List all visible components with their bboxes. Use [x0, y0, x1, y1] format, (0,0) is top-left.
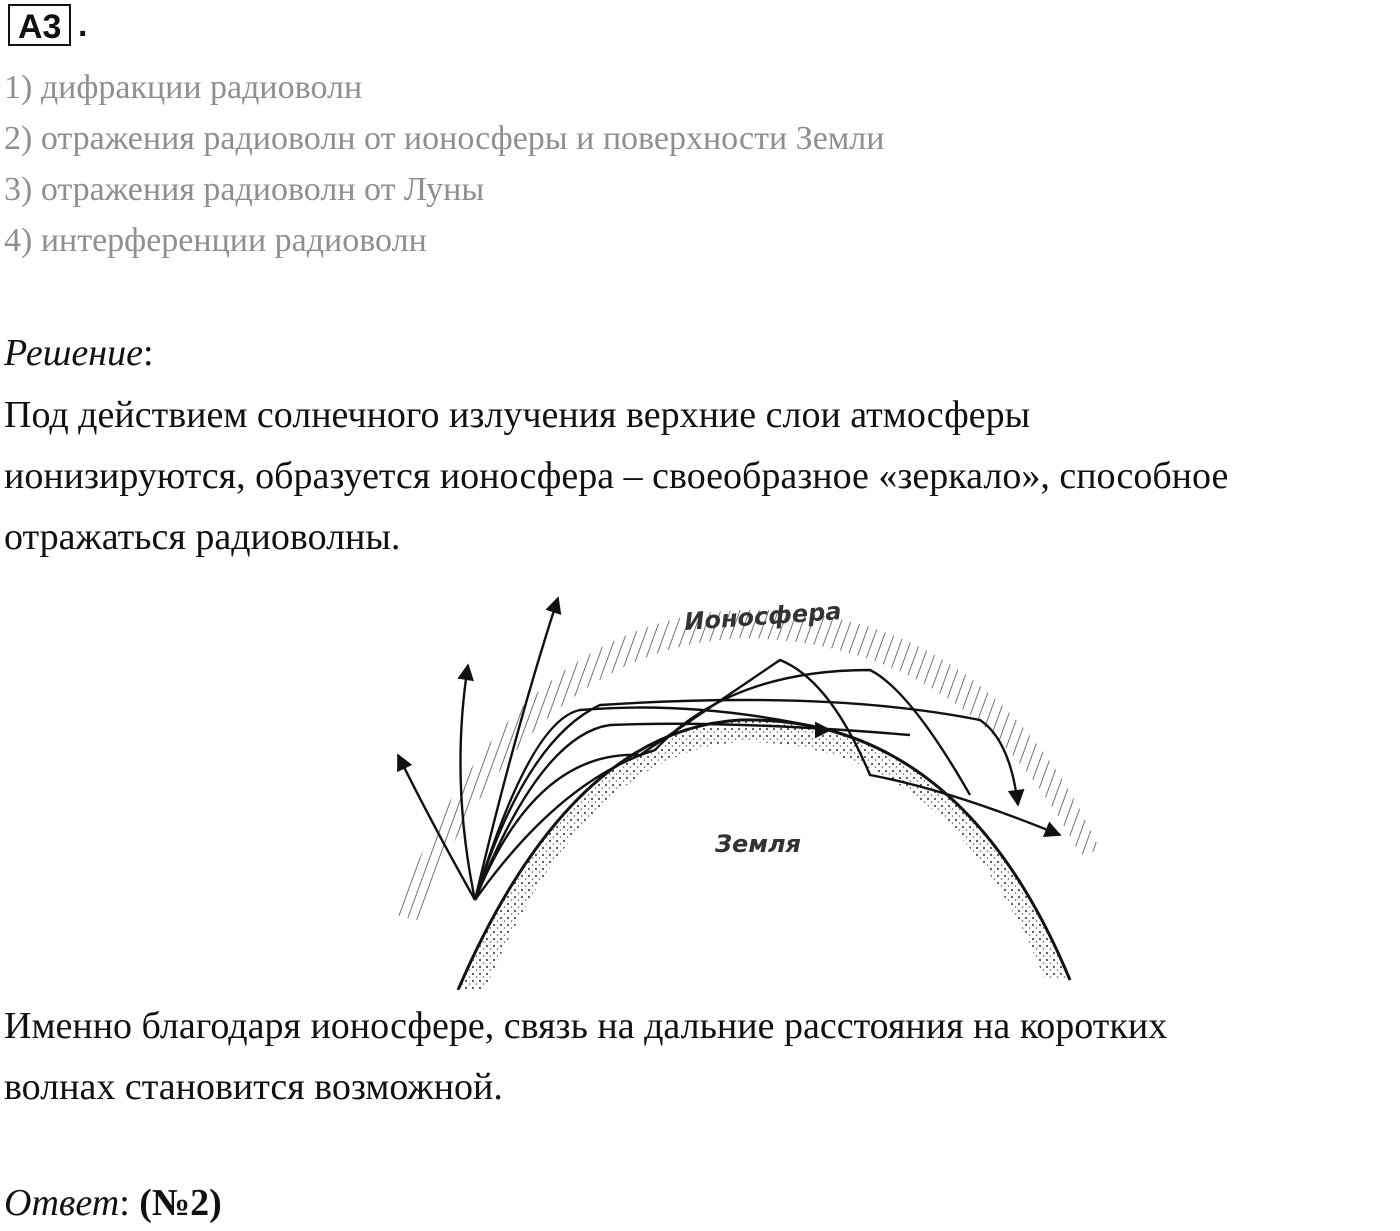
paragraph-1-line-3: отражаться радиоволны. — [4, 516, 401, 558]
paragraph-1-line-2: ионизируются, образуется ионосфера – своеобразное «зеркало», способное — [4, 455, 1229, 497]
option-3: 3) отражения радиоволн от Луны — [4, 171, 485, 208]
earth-label: Земля — [715, 830, 801, 858]
answer-options — [4, 62, 884, 266]
task-number-dot: . — [78, 6, 88, 44]
answer-label: Ответ — [4, 1182, 120, 1224]
answer-line — [4, 1178, 222, 1228]
paragraph-2-line-2: волнах становится возможной. — [4, 1066, 503, 1108]
solution-heading — [4, 328, 154, 378]
answer-value: (№2) — [139, 1182, 222, 1224]
ionosphere-diagram — [310, 580, 1130, 990]
option-1: 1) дифракции радиоволн — [4, 69, 363, 106]
paragraph-2-line-1: Именно благодаря ионосфере, связь на дальние расстояния на коротких — [4, 1005, 1168, 1047]
paragraph-1-line-1: Под действием солнечного излучения верхние слои атмосферы — [4, 394, 1031, 436]
ionosphere-label: Ионосфера — [683, 597, 843, 636]
answer-colon: : — [119, 1182, 140, 1224]
task-number: А3 — [18, 8, 62, 46]
solution-paragraph-1 — [4, 385, 1228, 568]
task-number-badge — [8, 4, 71, 46]
option-4: 4) интерференции радиоволн — [4, 222, 427, 259]
solution-paragraph-2 — [4, 996, 1167, 1118]
solution-label: Решение — [4, 332, 143, 374]
option-2: 2) отражения радиоволн от ионосферы и поверхности Земли — [4, 120, 885, 157]
solution-colon: : — [142, 332, 154, 374]
